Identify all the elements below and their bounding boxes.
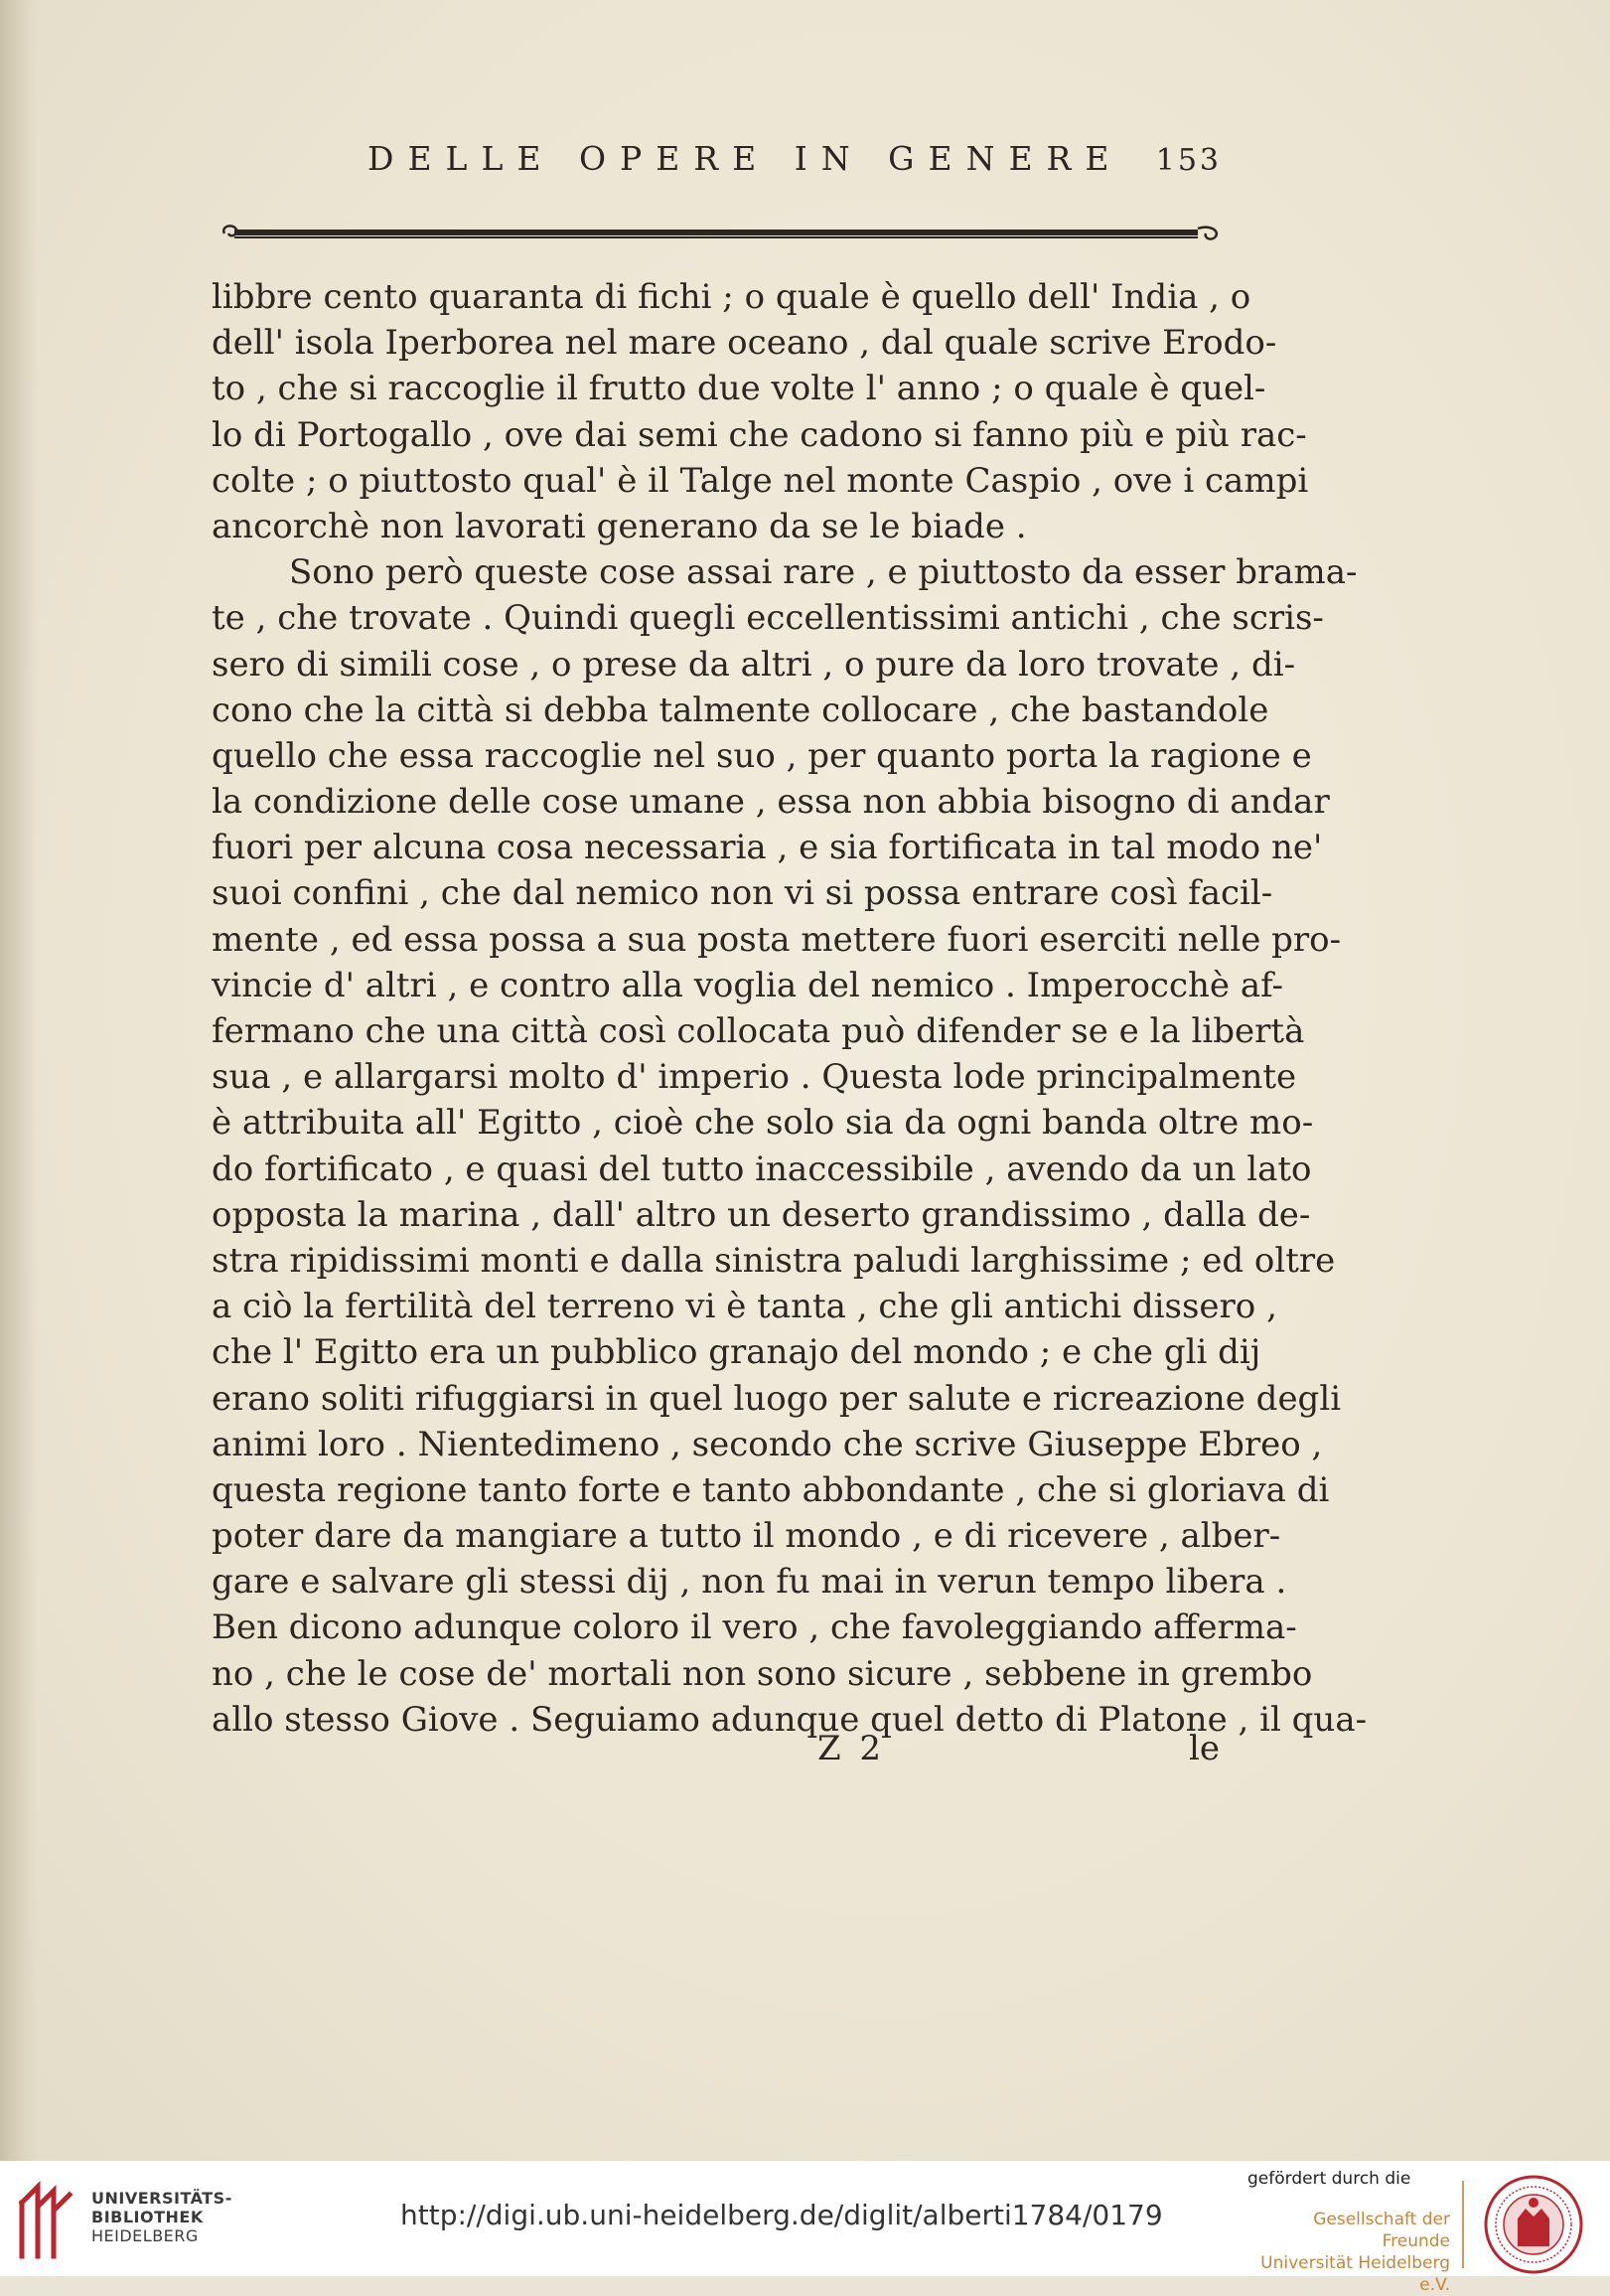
signature-mark: Z 2 xyxy=(817,1729,886,1768)
text-line: poter dare da mangiare a tutto il mondo , e di ricevere , alber- xyxy=(212,1516,1281,1557)
text-line: dell' isola Iperborea nel mare oceano , dal quale scrive Erodo- xyxy=(212,323,1277,364)
text-line: no , che le cose de' mortali non sono sicure , sebbene in grembo xyxy=(212,1653,1313,1694)
text-line: allo stesso Giove . Seguiamo adunque quel detto di Platone , il qua- xyxy=(212,1699,1368,1740)
text-line: erano soliti rifuggiarsi in quel luogo per salute e ricreazione degli xyxy=(212,1378,1342,1419)
running-title: DELLE OPERE IN GENERE xyxy=(367,139,1123,178)
text-line: sero di simili cose , o prese da altri , o pure da loro trovate , di- xyxy=(212,644,1296,685)
sponsor-label: gefördert durch die xyxy=(1247,2169,1411,2189)
text-line: gare e salvare gli stessi dij , non fu mai in verun tempo libera . xyxy=(212,1562,1287,1603)
text-line: a ciò la fertilità del terreno vi è tanta , che gli antichi dissero , xyxy=(212,1287,1277,1327)
sponsor-name-line: Universität Heidelberg e.V. xyxy=(1260,2253,1450,2295)
text-line: ancorchè non lavorati generano da se le biade . xyxy=(212,506,1027,546)
sponsor-name-line: Gesellschaft der Freunde xyxy=(1313,2210,1450,2251)
text-line: Ben dicono adunque coloro il vero , che favoleggiando afferma- xyxy=(212,1607,1297,1648)
binding-gutter xyxy=(0,0,38,2161)
text-line: mente , ed essa possa a sua posta mettere fuori eserciti nelle pro- xyxy=(212,919,1342,960)
university-library-logo-icon[interactable] xyxy=(16,2177,77,2264)
library-name-line: HEIDELBERG xyxy=(91,2226,199,2245)
text-line: to , che si raccoglie il frutto due volte l' anno ; o quale è quel- xyxy=(212,369,1266,409)
viewer-footer xyxy=(0,2161,1610,2295)
ornamental-rule xyxy=(219,221,1222,246)
permalink-url[interactable]: http://digi.ub.uni-heidelberg.de/diglit/alberti1784/0179 xyxy=(400,2199,1163,2231)
text-line: fermano che una città così collocata può difender se e la libertà xyxy=(212,1011,1305,1051)
text-line: animi loro . Nientedimeno , secondo che scrive Giuseppe Ebreo , xyxy=(212,1424,1323,1464)
text-line: vincie d' altri , e contro alla voglia del nemico . Imperocchè af- xyxy=(212,965,1283,1005)
library-name-line: BIBLIOTHEK xyxy=(91,2208,204,2226)
sponsor-divider xyxy=(1462,2181,1464,2268)
text-line: do fortificato , e quasi del tutto inaccessibile , avendo da un lato xyxy=(212,1148,1312,1189)
text-line: Sono però queste cose assai rare , e piuttosto da esser brama- xyxy=(289,552,1358,593)
text-line: libbre cento quaranta di fichi ; o quale è quello dell' India , o xyxy=(212,277,1251,317)
text-line: stra ripidissimi monti e dalla sinistra paludi larghissime ; ed oltre xyxy=(212,1240,1336,1281)
page-number: 153 xyxy=(1155,143,1222,178)
page-header xyxy=(367,139,1222,189)
text-line: è attribuita all' Egitto , cioè che solo sia da ogni banda oltre mo- xyxy=(212,1103,1314,1144)
text-line: sua , e allargarsi molto d' imperio . Questa lode principalmente xyxy=(212,1057,1297,1098)
university-library-name xyxy=(91,2189,232,2245)
text-line: cono che la città si debba talmente collocare , che bastandole xyxy=(212,689,1269,730)
sponsor-name[interactable] xyxy=(1251,2209,1450,2296)
text-line: lo di Portogallo , ove dai semi che cadono si fanno più e più rac- xyxy=(212,414,1307,455)
text-line: te , che trovate . Quindi quegli eccellentissimi antichi , che scris- xyxy=(212,598,1324,639)
catchword: le xyxy=(1189,1729,1220,1768)
text-line: colte ; o piuttosto qual' è il Talge nel monte Caspio , ove i campi xyxy=(212,460,1309,501)
text-line: la condizione delle cose umane , essa non abbia bisogno di andar xyxy=(212,782,1330,823)
text-line: quello che essa raccoglie nel suo , per quanto porta la ragione e xyxy=(212,735,1312,776)
body-text xyxy=(212,274,1368,1743)
page-footer xyxy=(212,1729,1220,1774)
library-name-line: UNIVERSITÄTS- xyxy=(91,2189,232,2208)
text-line: questa regione tanto forte e tanto abbondante , che si gloriava di xyxy=(212,1469,1330,1510)
text-line: suoi confini , che dal nemico non vi si possa entrare così facil- xyxy=(212,873,1273,914)
text-line: che l' Egitto era un pubblico granajo del mondo ; e che gli dij xyxy=(212,1332,1261,1373)
university-seal-icon xyxy=(1482,2173,1585,2276)
text-line: fuori per alcuna cosa necessaria , e sia fortificata in tal modo ne' xyxy=(212,828,1323,868)
text-line: opposta la marina , dall' altro un deserto grandissimo , dalla de- xyxy=(212,1194,1311,1235)
